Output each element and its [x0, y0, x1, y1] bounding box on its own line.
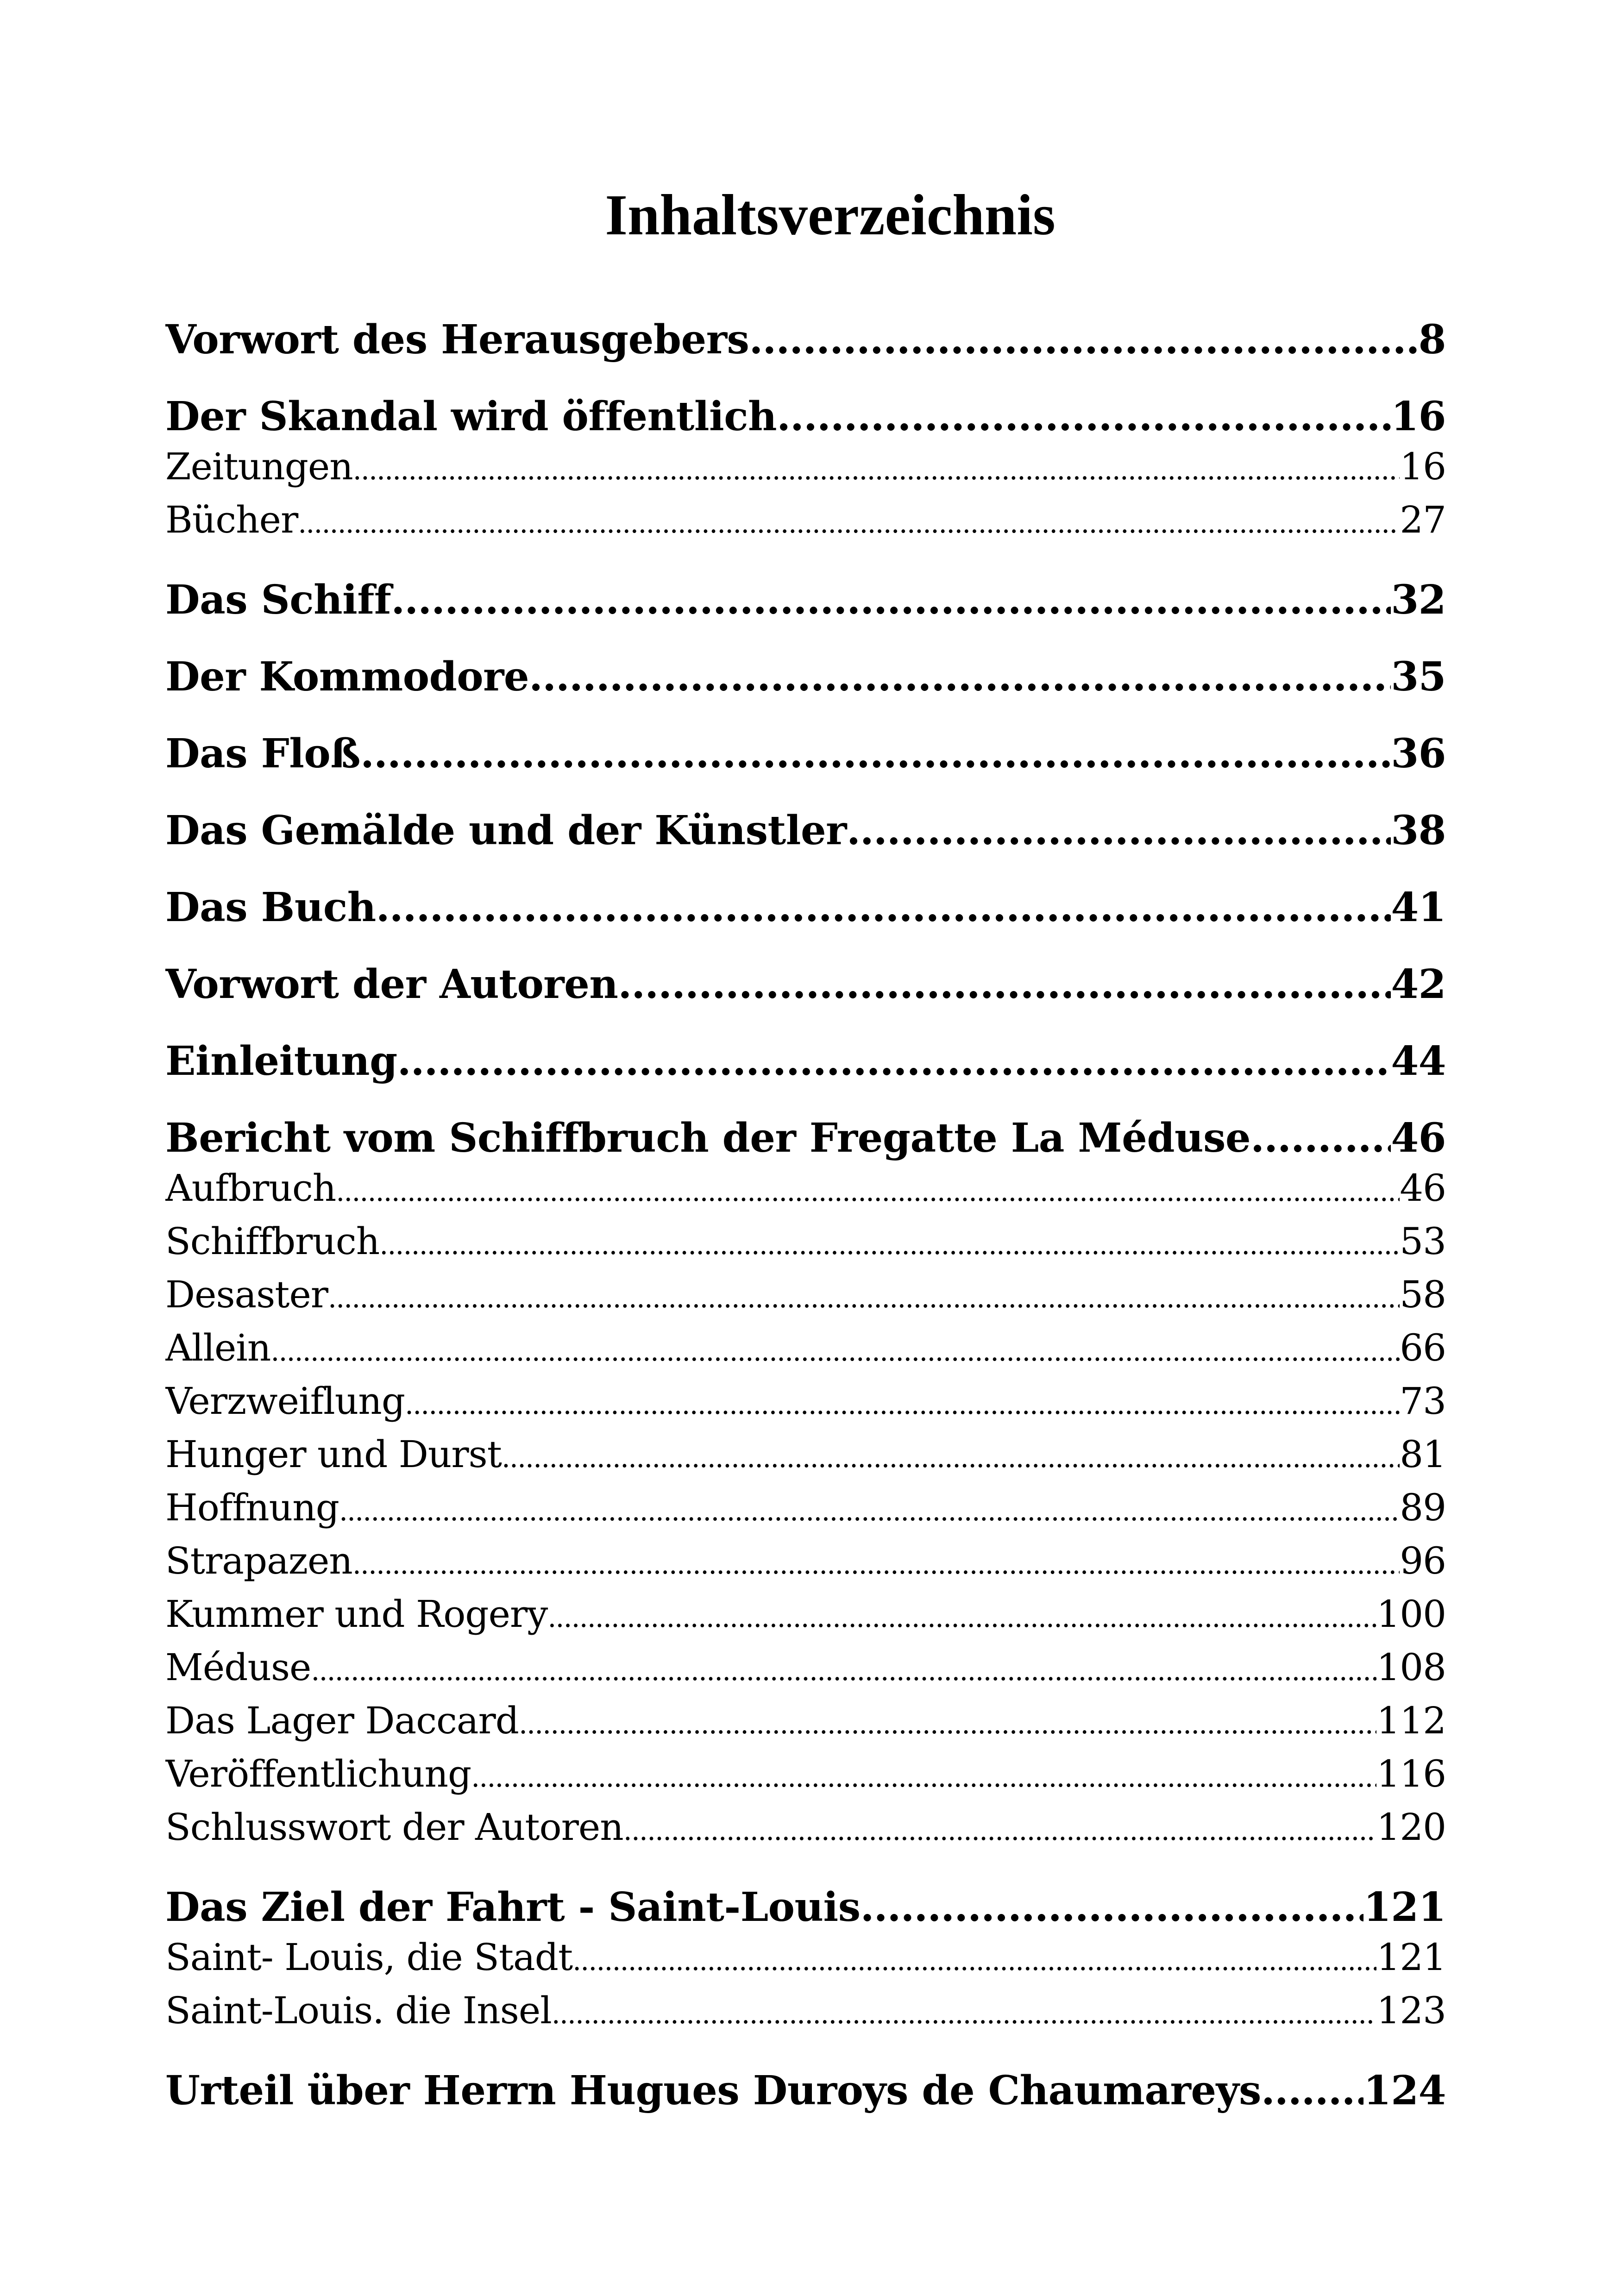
- toc-entry-page-number: 89: [1400, 1483, 1446, 1533]
- toc-entry-label: Allein: [165, 1323, 270, 1373]
- toc-entry-label: Veröffentlichung: [165, 1749, 471, 1799]
- toc-entry-page-number: 116: [1376, 1749, 1446, 1799]
- dot-leader: [336, 1167, 1400, 1217]
- dot-leader: [298, 498, 1400, 548]
- dot-leader: [471, 1752, 1376, 1802]
- dot-leader: [270, 1326, 1400, 1376]
- toc-entry-label: Méduse: [165, 1643, 311, 1693]
- toc-entry-label: Kummer und Rogery: [165, 1589, 547, 1639]
- toc-section-entry: [165, 1986, 1446, 2039]
- toc-entry-label: Der Kommodore: [165, 652, 529, 702]
- toc-entry-page-number: 27: [1400, 495, 1446, 545]
- toc-entry-page-number: 121: [1376, 1932, 1446, 1982]
- toc-entry-page-number: 120: [1376, 1802, 1446, 1852]
- dot-leader: [847, 806, 1391, 856]
- toc-entry-label: Bericht vom Schiffbruch der Fregatte La Méduse: [165, 1113, 1250, 1163]
- toc-chapter-entry: [165, 1113, 1446, 1163]
- toc-entry-page-number: 35: [1391, 652, 1446, 702]
- dot-leader: [861, 1882, 1363, 1932]
- toc-entry-page-number: 16: [1400, 442, 1446, 492]
- toc-entry-label: Das Lager Daccard: [165, 1696, 519, 1746]
- toc-section-entry: [165, 1643, 1446, 1696]
- toc-entry-page-number: 58: [1400, 1270, 1446, 1320]
- dot-leader: [353, 445, 1400, 495]
- dot-leader: [777, 392, 1391, 442]
- dot-leader: [391, 575, 1391, 625]
- dot-leader: [572, 1936, 1376, 1986]
- toc-entry-label: Das Buch: [165, 883, 376, 933]
- toc-entry-label: Vorwort des Herausgebers: [165, 315, 749, 365]
- toc-entry-page-number: 66: [1400, 1323, 1446, 1373]
- toc-chapter-entry: [165, 883, 1446, 933]
- toc-entry-page-number: 100: [1376, 1589, 1446, 1639]
- toc-entry-label: Das Ziel der Fahrt - Saint-Louis: [165, 1882, 861, 1932]
- dot-leader: [552, 1989, 1377, 2039]
- toc-entry-label: Der Skandal wird öffentlich: [165, 392, 777, 442]
- toc-chapter-entry: [165, 575, 1446, 625]
- dot-leader: [339, 1486, 1400, 1536]
- toc-section-entry: [165, 1589, 1446, 1643]
- toc-entry-label: Das Gemälde und der Künstler: [165, 806, 847, 856]
- toc-entry-page-number: 53: [1400, 1217, 1446, 1267]
- dot-leader: [405, 1380, 1400, 1430]
- toc-entry-label: Strapazen: [165, 1536, 352, 1586]
- toc-chapter-entry: [165, 652, 1446, 702]
- toc-section-entry: [165, 1270, 1446, 1323]
- toc-entry-label: Hunger und Durst: [165, 1430, 502, 1480]
- toc-chapter-entry: [165, 806, 1446, 856]
- toc-section-entry: [165, 1696, 1446, 1749]
- toc-entry-page-number: 124: [1363, 2066, 1446, 2116]
- toc-section-entry: [165, 1430, 1446, 1483]
- toc-entry-page-number: 41: [1391, 883, 1446, 933]
- toc-entry-page-number: 46: [1400, 1163, 1446, 1213]
- dot-leader: [502, 1433, 1400, 1483]
- dot-leader: [360, 729, 1391, 779]
- toc-chapter-entry: [165, 2066, 1446, 2116]
- toc-entry-label: Saint- Louis, die Stadt: [165, 1932, 572, 1982]
- toc-entry-page-number: 36: [1391, 729, 1446, 779]
- dot-leader: [529, 652, 1391, 702]
- toc-entry-label: Urteil über Herrn Hugues Duroys de Chaumareys: [165, 2066, 1261, 2116]
- toc-entry-page-number: 73: [1400, 1376, 1446, 1426]
- dot-leader: [519, 1699, 1376, 1749]
- toc-entry-page-number: 121: [1363, 1882, 1446, 1932]
- dot-leader: [1250, 1113, 1391, 1163]
- toc-chapter-entry: [165, 960, 1446, 1010]
- toc-chapter-entry: [165, 1882, 1446, 1932]
- dot-leader: [328, 1273, 1400, 1323]
- toc-entry-label: Aufbruch: [165, 1163, 336, 1213]
- toc-chapter-entry: [165, 392, 1446, 442]
- toc-entry-label: Bücher: [165, 495, 298, 545]
- toc-entry-page-number: 123: [1376, 1986, 1446, 2036]
- toc-entry-label: Das Schiff: [165, 575, 391, 625]
- toc-entry-label: Hoffnung: [165, 1483, 339, 1533]
- toc-entry-label: Vorwort der Autoren: [165, 960, 618, 1010]
- toc-section-entry: [165, 495, 1446, 548]
- toc-section-entry: [165, 1217, 1446, 1270]
- dot-leader: [749, 315, 1418, 365]
- dot-leader: [376, 883, 1391, 933]
- toc-section-entry: [165, 1536, 1446, 1589]
- toc-entry-page-number: 38: [1391, 806, 1446, 856]
- toc-entry-label: Einleitung: [165, 1036, 397, 1086]
- toc-entry-page-number: 44: [1391, 1036, 1446, 1086]
- toc-entry-page-number: 81: [1400, 1430, 1446, 1480]
- toc-section-entry: [165, 1163, 1446, 1217]
- toc-section-entry: [165, 1376, 1446, 1430]
- page-title: Inhaltsverzeichnis: [605, 183, 1056, 247]
- dot-leader: [547, 1593, 1376, 1643]
- toc-section-entry: [165, 442, 1446, 495]
- toc-section-entry: [165, 1932, 1446, 1986]
- dot-leader: [311, 1646, 1376, 1696]
- toc-entry-page-number: 112: [1376, 1696, 1446, 1746]
- toc-entry-page-number: 46: [1391, 1113, 1446, 1163]
- toc-entry-page-number: 42: [1391, 960, 1446, 1010]
- toc-entry-page-number: 96: [1400, 1536, 1446, 1586]
- dot-leader: [397, 1036, 1391, 1086]
- toc-entry-page-number: 8: [1419, 315, 1446, 365]
- toc-chapter-entry: [165, 1036, 1446, 1086]
- toc-entry-page-number: 16: [1391, 392, 1446, 442]
- toc-entry-label: Schiffbruch: [165, 1217, 379, 1267]
- dot-leader: [618, 960, 1391, 1010]
- toc-section-entry: [165, 1483, 1446, 1536]
- table-of-contents: [165, 315, 1446, 2116]
- toc-entry-label: Zeitungen: [165, 442, 353, 492]
- toc-entry-label: Verzweiflung: [165, 1376, 405, 1426]
- dot-leader: [623, 1806, 1377, 1856]
- toc-entry-page-number: 32: [1391, 575, 1446, 625]
- dot-leader: [1261, 2066, 1363, 2116]
- toc-section-entry: [165, 1802, 1446, 1856]
- toc-entry-label: Das Floß: [165, 729, 360, 779]
- toc-section-entry: [165, 1749, 1446, 1802]
- toc-section-entry: [165, 1323, 1446, 1376]
- toc-entry-label: Saint-Louis. die Insel: [165, 1986, 552, 2036]
- toc-chapter-entry: [165, 315, 1446, 365]
- dot-leader: [379, 1220, 1400, 1270]
- dot-leader: [352, 1539, 1400, 1589]
- toc-entry-label: Schlusswort der Autoren: [165, 1802, 623, 1852]
- toc-chapter-entry: [165, 729, 1446, 779]
- toc-entry-page-number: 108: [1376, 1643, 1446, 1693]
- toc-entry-label: Desaster: [165, 1270, 328, 1320]
